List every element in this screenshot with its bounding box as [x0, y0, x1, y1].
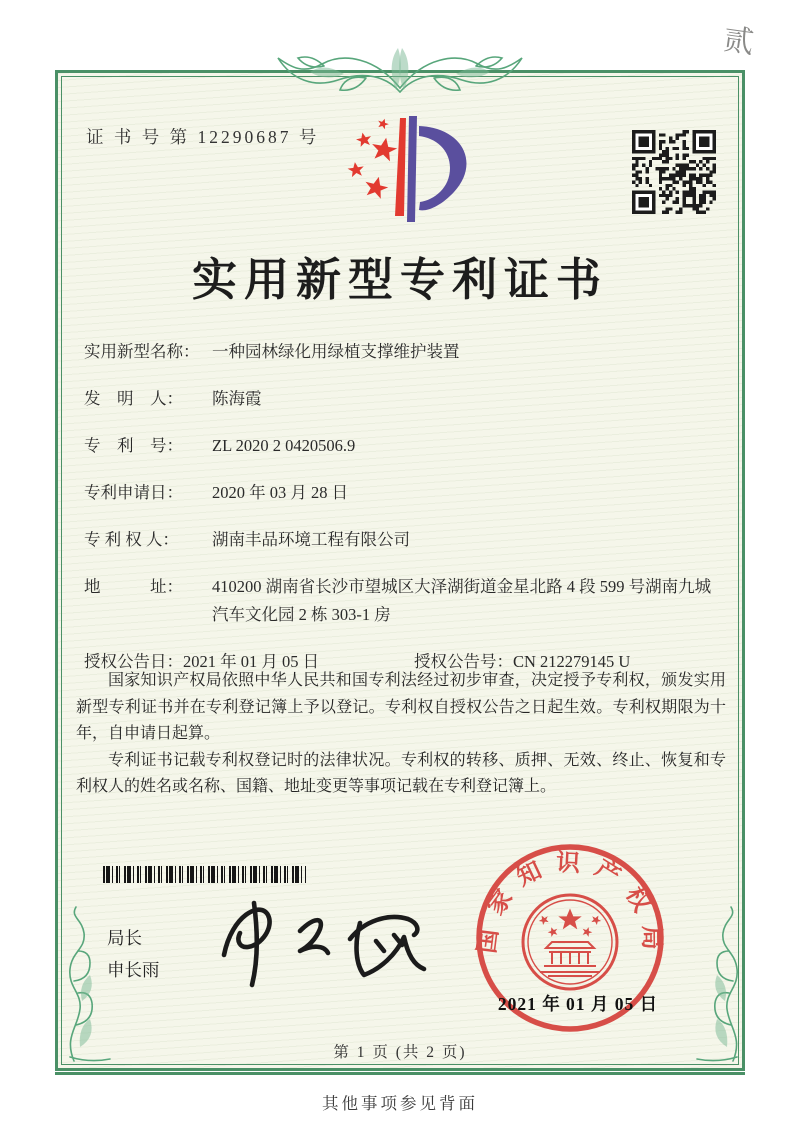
legal-paragraph-2: 专利证书记载专利权登记时的法律状况。专利权的转移、质押、无效、终止、恢复和专利权人的姓名或名称、国籍、地址变更等事项记载在专利登记簿上。 — [76, 751, 726, 796]
field-row-address — [84, 573, 724, 629]
seal-arc-text: 国家知识产权局 — [474, 850, 665, 963]
field-row-patentee — [84, 526, 724, 554]
signer-block — [107, 922, 160, 987]
signer-title: 局长 — [107, 928, 142, 948]
field-row-utility-model-name — [84, 338, 724, 366]
seal-date: 2021 年 01 月 05 日 — [497, 994, 659, 1014]
svg-text:国家知识产权局 — [473, 849, 665, 963]
page-number: 第 1 页 (共 2 页) — [333, 1044, 467, 1061]
certificate-number: 证 书 号 第 12290687 号 — [86, 127, 320, 147]
field-label: 发 明 人： — [84, 389, 183, 409]
legal-text — [76, 668, 726, 801]
page-title: 实用新型专利证书 — [191, 255, 608, 305]
field-value: ZL 2020 2 0420506.9 — [212, 436, 356, 456]
field-row-inventor — [84, 385, 724, 413]
national-emblem-icon — [523, 895, 617, 989]
field-label: 专 利 权 人： — [84, 530, 179, 550]
grant-number-label: 授权公告号： — [414, 652, 513, 672]
field-value: 410200 湖南省长沙市望城区大泽湖街道金星北路 4 段 599 号湖南九城汽车文化园 2 栋 303-1 房 — [212, 577, 712, 625]
grant-number-value: CN 212279145 U — [513, 652, 631, 672]
cnipa-logo-icon — [338, 112, 488, 238]
signature-shen-changyu — [212, 893, 432, 993]
field-value: 湖南丰品环境工程有限公司 — [212, 530, 410, 550]
field-row-filing-date — [84, 479, 724, 507]
certificate-border-bottom-rule — [55, 1072, 745, 1075]
grant-date-label: 授权公告日： — [84, 652, 183, 672]
qr-code — [632, 130, 716, 214]
handwritten-pen-mark: 贰 — [721, 22, 756, 61]
field-value: 陈海霞 — [212, 389, 262, 409]
barcode — [103, 866, 306, 883]
signer-name: 申长雨 — [107, 960, 160, 981]
grant-date-value: 2021 年 01 月 05 日 — [183, 652, 320, 672]
back-side-note: 其他事项参见背面 — [322, 1094, 478, 1113]
field-value: 2020 年 03 月 28 日 — [212, 483, 349, 503]
field-row-patent-number — [84, 432, 724, 460]
field-label: 实用新型名称： — [84, 342, 200, 361]
field-label: 专利申请日： — [84, 483, 183, 503]
legal-paragraph-1: 国家知识产权局依照中华人民共和国专利法经过初步审查，决定授予专利权，颁发实用新型专利证书并在专利登记簿上予以登记。专利权自授权公告之日起生效。专利权期限为十年，自申请日起算。 — [76, 672, 726, 743]
field-label: 专 利 号： — [84, 436, 183, 456]
field-label: 地 址： — [84, 577, 183, 597]
field-value: 一种园林绿化用绿植支撑维护装置 — [212, 342, 460, 361]
field-list — [84, 338, 724, 676]
top-border-ornament-icon — [248, 44, 552, 102]
